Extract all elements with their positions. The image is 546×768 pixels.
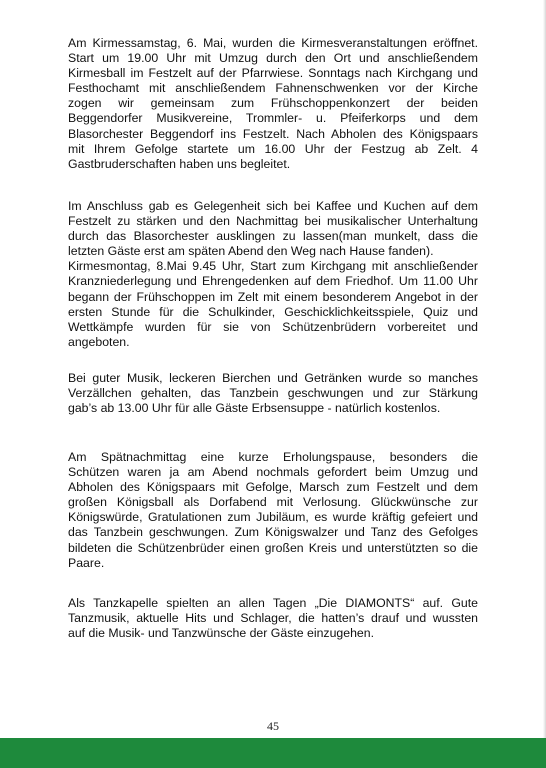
paragraph-tanzkapelle: [68, 596, 478, 641]
text-line: Tanzmusik, aktuelle Hits und Schlager, die hatten’s drauf und wussten: [68, 611, 478, 626]
text-line: Start um 19.00 Uhr mit Umzug durch den Ort und anschließendem: [68, 51, 478, 66]
text-line: letzten Gäste erst am späten Abend den Weg nach Hause fanden).: [68, 244, 434, 259]
text-line: Festzelt zu stärken und den Nachmittag bei musikalischer Unterhaltung: [68, 214, 478, 229]
text-line: Abholen des Königspaars mit Gefolge, Marsch zum Festzelt und dem: [68, 480, 478, 495]
text-line: Festhochamt mit anschließendem Fahnenschwenken vor der Kirche: [68, 81, 478, 96]
paragraph-spaetnachmittag: [68, 450, 478, 571]
text-line: auf die Musik- und Tanzwünsche der Gäste einzugehen.: [68, 626, 375, 641]
text-line: begann der Frühschoppen im Zelt mit einem besonderem Angebot in der: [68, 289, 478, 304]
text-line: Im Anschluss gab es Gelegenheit sich bei Kaffee und Kuchen auf dem: [68, 199, 478, 213]
text-line: mit Ihrem Gefolge startete um 16.00 Uhr der Festzug ab Zelt. 4: [68, 141, 478, 156]
text-line: Als Tanzkapelle spielten an allen Tagen „Die DIAMONTS“ auf. Gute: [68, 596, 478, 610]
text-line: bildeten die Schützenbrüder einen großen Kreis und unterstützten so die: [68, 540, 478, 555]
text-line: Verzällchen gehalten, das Tanzbein geschwungen und zur Stärkung: [68, 386, 478, 401]
text-line: gab’s ab 13.00 Uhr für alle Gäste Erbsensuppe - natürlich kostenlos.: [68, 401, 441, 416]
text-line: angeboten.: [68, 334, 130, 349]
paragraph-gute-musik: [68, 371, 478, 416]
text-line: Kirmesmontag, 8.Mai 9.45 Uhr, Start zum Kirchgang mit anschließender: [68, 259, 478, 274]
paragraph-kaffee-und-kirmesmontag: [68, 199, 478, 350]
text-line: Kirmesball im Festzelt auf der Pfarrwiese. Sonntags nach Kirchgang und: [68, 66, 478, 81]
text-line: zogen wir gemeinsam zum Frühschoppenkonzert der beiden: [68, 96, 478, 111]
footer-bar: [0, 738, 546, 768]
paragraph-kirmessamstag: [68, 36, 478, 172]
text-line: Königswürde, Gratulationen zum Jubiläum, es wurde kräftig gefeiert und: [68, 510, 478, 525]
text-line: ersten Stunde für die Schulkinder, Geschicklichkeitsspiele, Quiz und: [68, 304, 478, 319]
text-line: Wettkämpfe wurden für sie von Schützenbrüdern vorbereitet und: [68, 319, 478, 334]
text-line: Blasorchester Beggendorf ins Festzelt. Nach Abholen des Königspaars: [68, 126, 478, 141]
text-line: großen Königsball als Dorfabend mit Verlosung. Glückwünsche zur: [68, 495, 478, 510]
text-line: Gastbruderschaften haben uns begleitet.: [68, 156, 291, 171]
text-line: Bei guter Musik, leckeren Bierchen und Getränken wurde so manches: [68, 371, 478, 385]
page-number: 45: [267, 719, 279, 733]
text-line: Kranzniederlegung und Ehrengedenken auf dem Friedhof. Um 11.00 Uhr: [68, 274, 478, 289]
text-line: Beggendorfer Musikvereine, Trommler- u. Pfeiferkorps und dem: [68, 111, 478, 126]
text-line: Am Kirmessamstag, 6. Mai, wurden die Kirmesveranstaltungen eröffnet.: [68, 36, 478, 50]
text-line: Schützen waren ja am Abend nochmals gefordert beim Umzug und: [68, 465, 478, 480]
text-line: durch das Blasorchester ausklingen zu lassen(man munkelt, dass die: [68, 229, 478, 244]
text-line: das Tanzbein geschwungen. Zum Königswalzer und Tanz des Gefolges: [68, 525, 478, 540]
text-line: Am Spätnachmittag eine kurze Erholungspause, besonders die: [68, 450, 478, 464]
text-line: Paare.: [68, 555, 105, 570]
